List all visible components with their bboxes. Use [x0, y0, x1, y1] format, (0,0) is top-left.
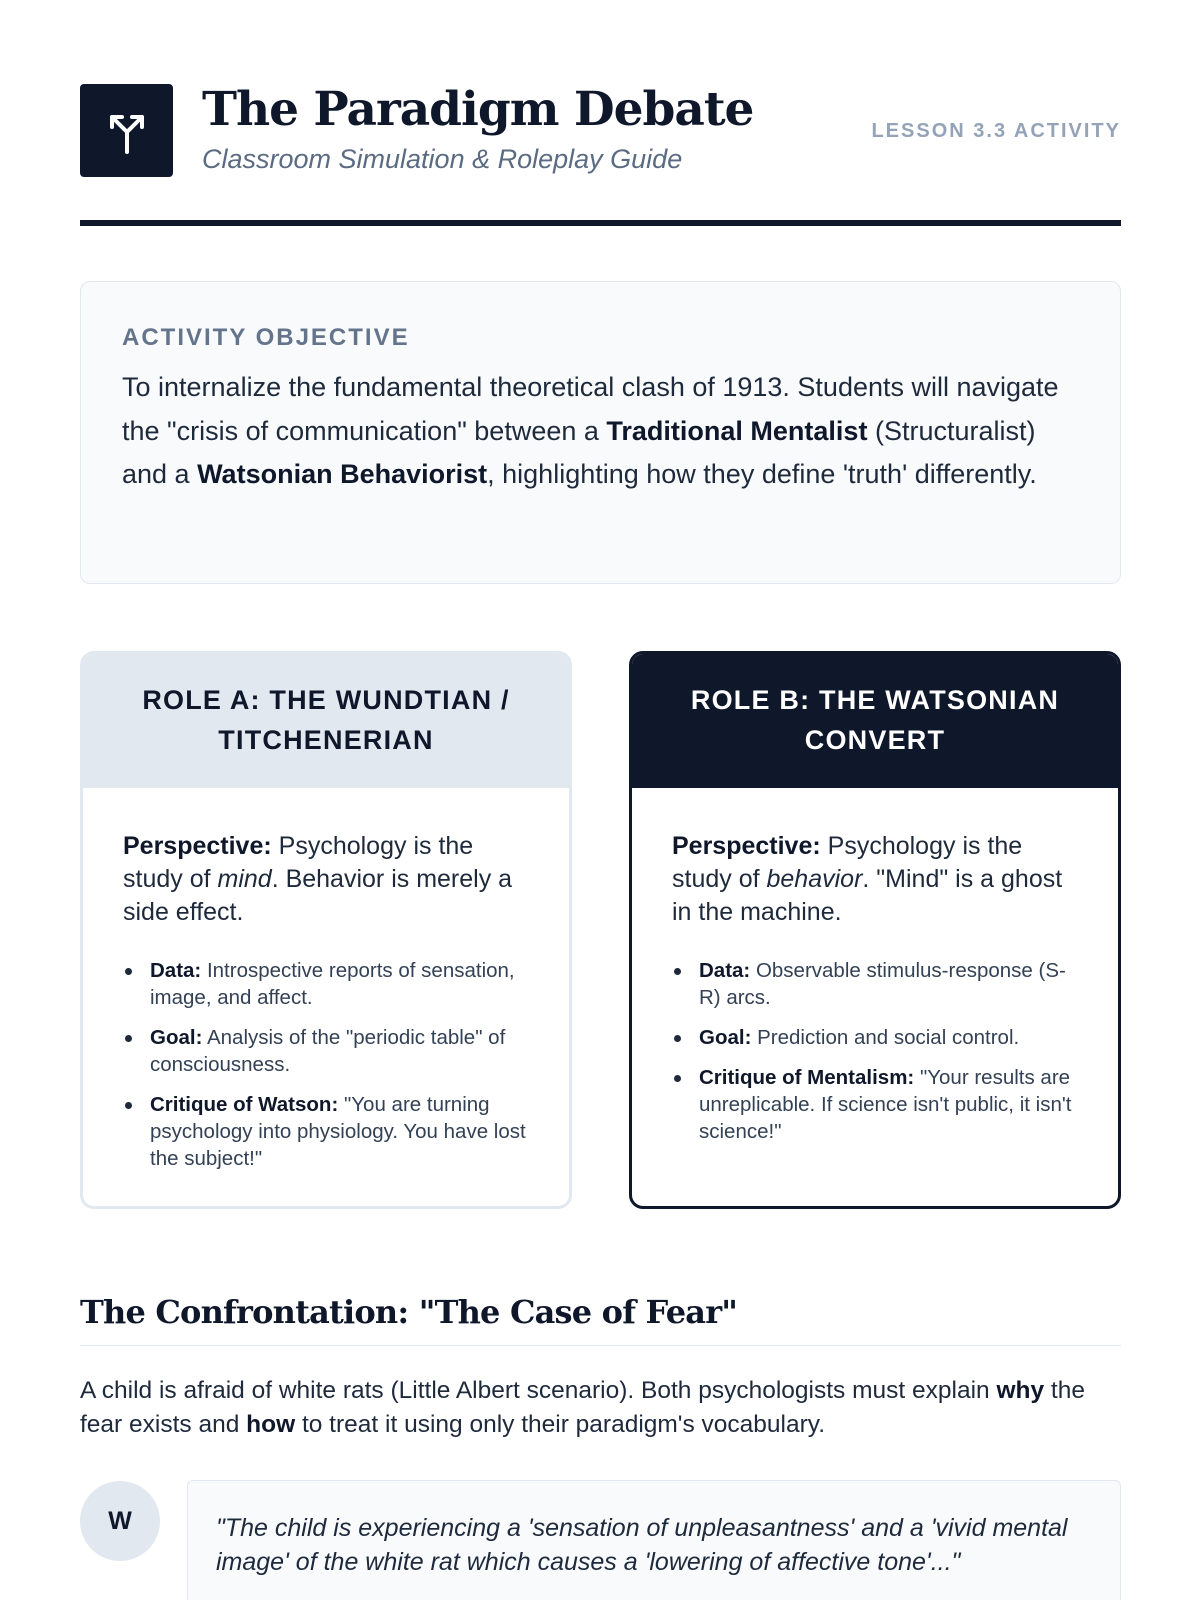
role-a-card — [80, 651, 572, 1209]
list-item — [672, 1064, 1080, 1145]
role-a-perspective — [123, 830, 531, 929]
fork-arrow-icon — [102, 106, 152, 156]
confrontation-text-1: A child is afraid of white rats (Little Albert scenario). Both psychologists must explain — [80, 1377, 997, 1404]
bullet-text: Analysis of the "periodic table" of consciousness. — [150, 1026, 506, 1076]
list-item — [123, 1091, 531, 1172]
role-b-bullets — [672, 957, 1080, 1145]
page — [80, 0, 1121, 1600]
list-item — [672, 1024, 1080, 1051]
bullet-text: "Your results are unreplicable. If science isn't public, it isn't science!" — [699, 1066, 1072, 1143]
role-a-perspective-em: mind — [217, 865, 272, 893]
confrontation-text — [80, 1374, 1121, 1442]
bullet-label: Goal: — [699, 1026, 752, 1049]
role-a-perspective-text-2: . Behavior is merely a side effect. — [123, 865, 513, 926]
confrontation-text-2: the fear exists and — [80, 1377, 1085, 1438]
bullet-label: Goal: — [150, 1026, 203, 1049]
role-b-perspective-label: Perspective: — [672, 832, 821, 860]
confrontation-bold-2: how — [246, 1411, 296, 1438]
objective-text-1: To internalize the fundamental theoretical clash of 1913. Students will navigate the "crisis of communication" between a — [122, 372, 1059, 446]
avatar: W — [80, 1481, 160, 1561]
role-b-perspective-em: behavior — [766, 865, 863, 893]
objective-text-3: , highlighting how they define 'truth' differently. — [487, 459, 1037, 489]
role-a-perspective-label: Perspective: — [123, 832, 272, 860]
confrontation-bold-1: why — [996, 1377, 1045, 1404]
activity-objective — [80, 281, 1121, 584]
role-a-perspective-text-1: Psychology is the study of — [123, 832, 474, 893]
header-divider — [80, 220, 1121, 226]
lesson-badge: LESSON 3.3 ACTIVITY — [871, 120, 1121, 142]
role-b-perspective-text-2: . "Mind" is a ghost in the machine. — [672, 865, 1063, 926]
role-b-perspective — [672, 830, 1080, 929]
bullet-text: Observable stimulus-response (S-R) arcs. — [699, 959, 1066, 1009]
objective-text — [122, 366, 1080, 497]
bullet-text: Prediction and social control. — [751, 1026, 1020, 1049]
role-a-heading: ROLE A: THE WUNDTIAN / TITCHENERIAN — [80, 651, 572, 788]
bullet-label: Critique of Mentalism: — [699, 1066, 915, 1089]
header — [80, 84, 1121, 176]
confrontation-divider — [80, 1345, 1121, 1346]
logo — [80, 84, 173, 177]
list-item — [123, 1024, 531, 1078]
role-b-perspective-text-1: Psychology is the study of — [672, 832, 1023, 893]
objective-bold-1: Traditional Mentalist — [606, 415, 868, 446]
bullet-label: Data: — [150, 959, 202, 982]
role-b-card — [629, 651, 1121, 1209]
bullet-label: Data: — [699, 959, 751, 982]
role-a-bullets — [123, 957, 531, 1172]
page-subtitle: Classroom Simulation & Roleplay Guide — [202, 144, 683, 174]
objective-bold-2: Watsonian Behaviorist — [197, 459, 488, 489]
page-title: The Paradigm Debate — [202, 82, 754, 137]
role-b-body — [632, 788, 1118, 1145]
bullet-label: Critique of Watson: — [150, 1093, 339, 1116]
objective-text-2: (Structuralist) and a — [122, 415, 1036, 489]
speaker-quote: "The child is experiencing a 'sensation of unpleasantness' and a 'vivid mental image' of the white rat which causes a 'lowering of affective tone'..." — [187, 1480, 1121, 1600]
confrontation-title: The Confrontation: "The Case of Fear" — [80, 1293, 738, 1331]
list-item — [123, 957, 531, 1011]
list-item — [672, 957, 1080, 1011]
role-a-body — [83, 788, 569, 1172]
confrontation-text-3: to treat it using only their paradigm's vocabulary. — [295, 1411, 826, 1438]
bullet-text: "You are turning psychology into physiology. You have lost the subject!" — [150, 1093, 526, 1170]
bullet-text: Introspective reports of sensation, image, and affect. — [150, 959, 515, 1009]
role-b-heading: ROLE B: THE WATSONIAN CONVERT — [629, 651, 1121, 788]
objective-label: ACTIVITY OBJECTIVE — [122, 324, 410, 351]
